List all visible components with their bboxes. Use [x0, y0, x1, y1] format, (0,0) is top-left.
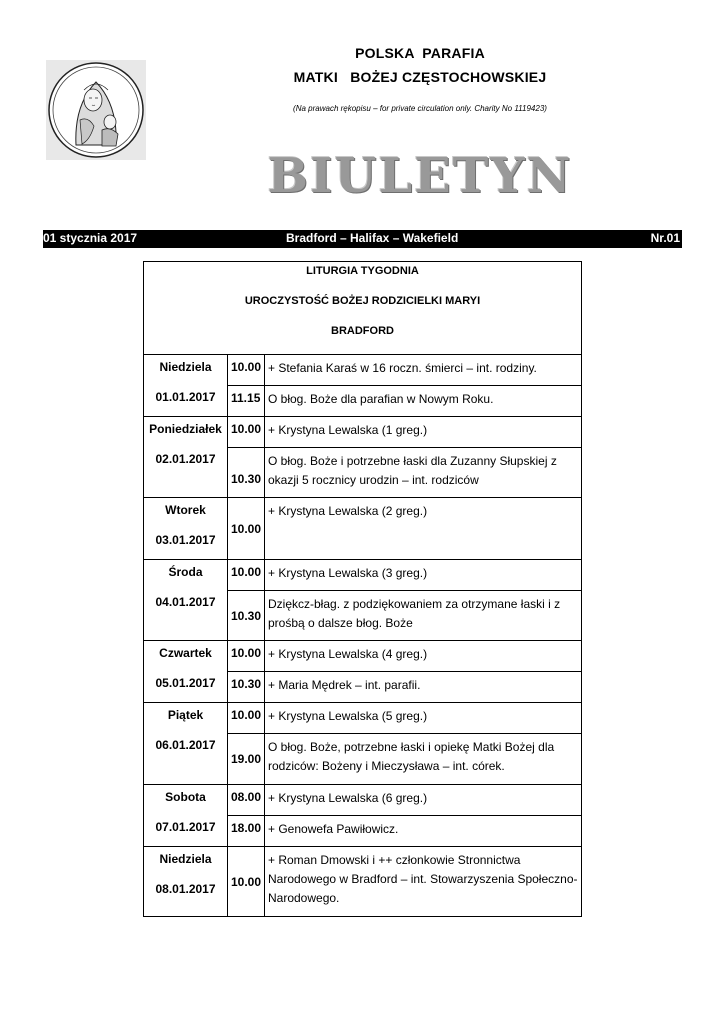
bulletin-title: BIULETYN: [267, 148, 573, 204]
time-text: 10.30: [231, 608, 262, 623]
time-text: 10.00: [231, 521, 262, 536]
mass-time: [228, 386, 265, 417]
day-cell: [144, 703, 228, 785]
day-name: Wtorek: [165, 503, 206, 517]
day-cell: [144, 498, 228, 560]
time-text: 10.00: [231, 874, 262, 889]
mass-time: [228, 847, 265, 917]
mass-time: [228, 785, 265, 816]
table-row: [144, 785, 582, 816]
day-date: 02.01.2017: [155, 452, 216, 466]
mass-intention: O błog. Boże i potrzebne łaski dla Zuzanny Słupskiej z okazji 5 rocznicy urodzin – int. rodziców: [265, 448, 582, 498]
table-row: [144, 355, 582, 386]
mass-time: [228, 641, 265, 672]
day-name: Środa: [168, 565, 203, 579]
mass-time: [228, 498, 265, 560]
time-text: 11.15: [231, 391, 261, 405]
parish-logo: [46, 60, 146, 160]
mass-time: [228, 591, 265, 641]
liturgy-table: [143, 261, 582, 917]
time-text: 10.00: [231, 708, 262, 722]
day-date: 06.01.2017: [155, 738, 216, 752]
mass-time: [228, 417, 265, 448]
time-text: 18.00: [231, 821, 262, 835]
parish-name-line2: MATKI BOŻEJ CZĘSTOCHOWSKIEJ: [293, 69, 547, 85]
time-text: 08.00: [231, 790, 262, 804]
day-cell: [144, 417, 228, 498]
mass-time: [228, 448, 265, 498]
time-text: 10.30: [231, 471, 262, 486]
day-name: Czwartek: [159, 646, 212, 660]
mass-intention: + Krystyna Lewalska (1 greg.): [265, 417, 582, 448]
day-date: 03.01.2017: [155, 533, 216, 547]
mass-time: [228, 703, 265, 734]
day-cell: [144, 355, 228, 417]
liturgy-heading: LITURGIA TYGODNIA: [306, 265, 419, 277]
madonna-icon: [46, 60, 146, 160]
time-text: 10.30: [231, 677, 262, 691]
day-date: 04.01.2017: [155, 595, 216, 609]
time-text: 10.00: [231, 565, 262, 579]
mass-intention: + Krystyna Lewalska (2 greg.): [265, 498, 582, 560]
day-name: Poniedziałek: [149, 422, 222, 436]
liturgy-header: [144, 262, 582, 355]
table-row: [144, 703, 582, 734]
location-heading: BRADFORD: [331, 325, 394, 337]
day-name: Sobota: [165, 790, 206, 804]
time-text: 19.00: [231, 752, 262, 766]
time-text: 10.00: [231, 360, 262, 374]
table-row: [144, 560, 582, 591]
feast-heading: UROCZYSTOŚĆ BOŻEJ RODZICIELKI MARYI: [244, 295, 481, 307]
mass-intention: + Genowefa Pawiłowicz.: [265, 816, 582, 847]
day-name: Niedziela: [159, 360, 212, 374]
table-row: [144, 641, 582, 672]
issue-number: Nr.01: [650, 231, 680, 245]
day-name: Niedziela: [159, 852, 212, 866]
mass-intention: + Maria Mędrek – int. parafii.: [265, 672, 582, 703]
time-text: 10.00: [231, 422, 262, 436]
day-cell: [144, 847, 228, 917]
charity-note: (Na prawach rękopisu – for private circulation only. Charity No 1119423): [293, 104, 547, 113]
day-name: Piątek: [167, 708, 204, 722]
mass-time: [228, 816, 265, 847]
day-date: 05.01.2017: [155, 676, 216, 690]
day-cell: [144, 641, 228, 703]
mass-intention: + Roman Dmowski i ++ członkowie Stronnictwa Narodowego w Bradford – int. Stowarzyszenia Społeczno-Narodowego.: [265, 847, 582, 917]
day-cell: [144, 785, 228, 847]
table-row: [144, 498, 582, 560]
table-row: [144, 417, 582, 448]
mass-time: [228, 560, 265, 591]
day-cell: [144, 560, 228, 641]
day-date: 07.01.2017: [155, 820, 216, 834]
mass-time: [228, 355, 265, 386]
mass-intention: Dziękcz-błag. z podziękowaniem za otrzymane łaski i z prośbą o dalsze błog. Boże: [265, 591, 582, 641]
locations: Bradford – Halifax – Wakefield: [286, 231, 459, 245]
parish-name-line1: POLSKA PARAFIA: [355, 45, 485, 61]
mass-intention: + Krystyna Lewalska (5 greg.): [265, 703, 582, 734]
mass-intention: + Krystyna Lewalska (4 greg.): [265, 641, 582, 672]
mass-intention: O błog. Boże dla parafian w Nowym Roku.: [265, 386, 582, 417]
mass-intention: O błog. Boże, potrzebne łaski i opiekę Matki Bożej dla rodziców: Bożeny i Mieczysława – int. córek.: [265, 734, 582, 785]
mass-intention: + Krystyna Lewalska (3 greg.): [265, 560, 582, 591]
mass-time: [228, 672, 265, 703]
day-date: 08.01.2017: [155, 882, 216, 896]
liturgy-header-row: [144, 262, 582, 355]
mass-time: [228, 734, 265, 785]
mass-intention: + Stefania Karaś w 16 roczn. śmierci – int. rodziny.: [265, 355, 582, 386]
time-text: 10.00: [231, 646, 262, 660]
info-bar: [43, 230, 682, 248]
issue-date: 01 stycznia 2017: [43, 231, 138, 245]
table-row: [144, 847, 582, 917]
mass-intention: + Krystyna Lewalska (6 greg.): [265, 785, 582, 816]
day-date: 01.01.2017: [155, 390, 216, 404]
